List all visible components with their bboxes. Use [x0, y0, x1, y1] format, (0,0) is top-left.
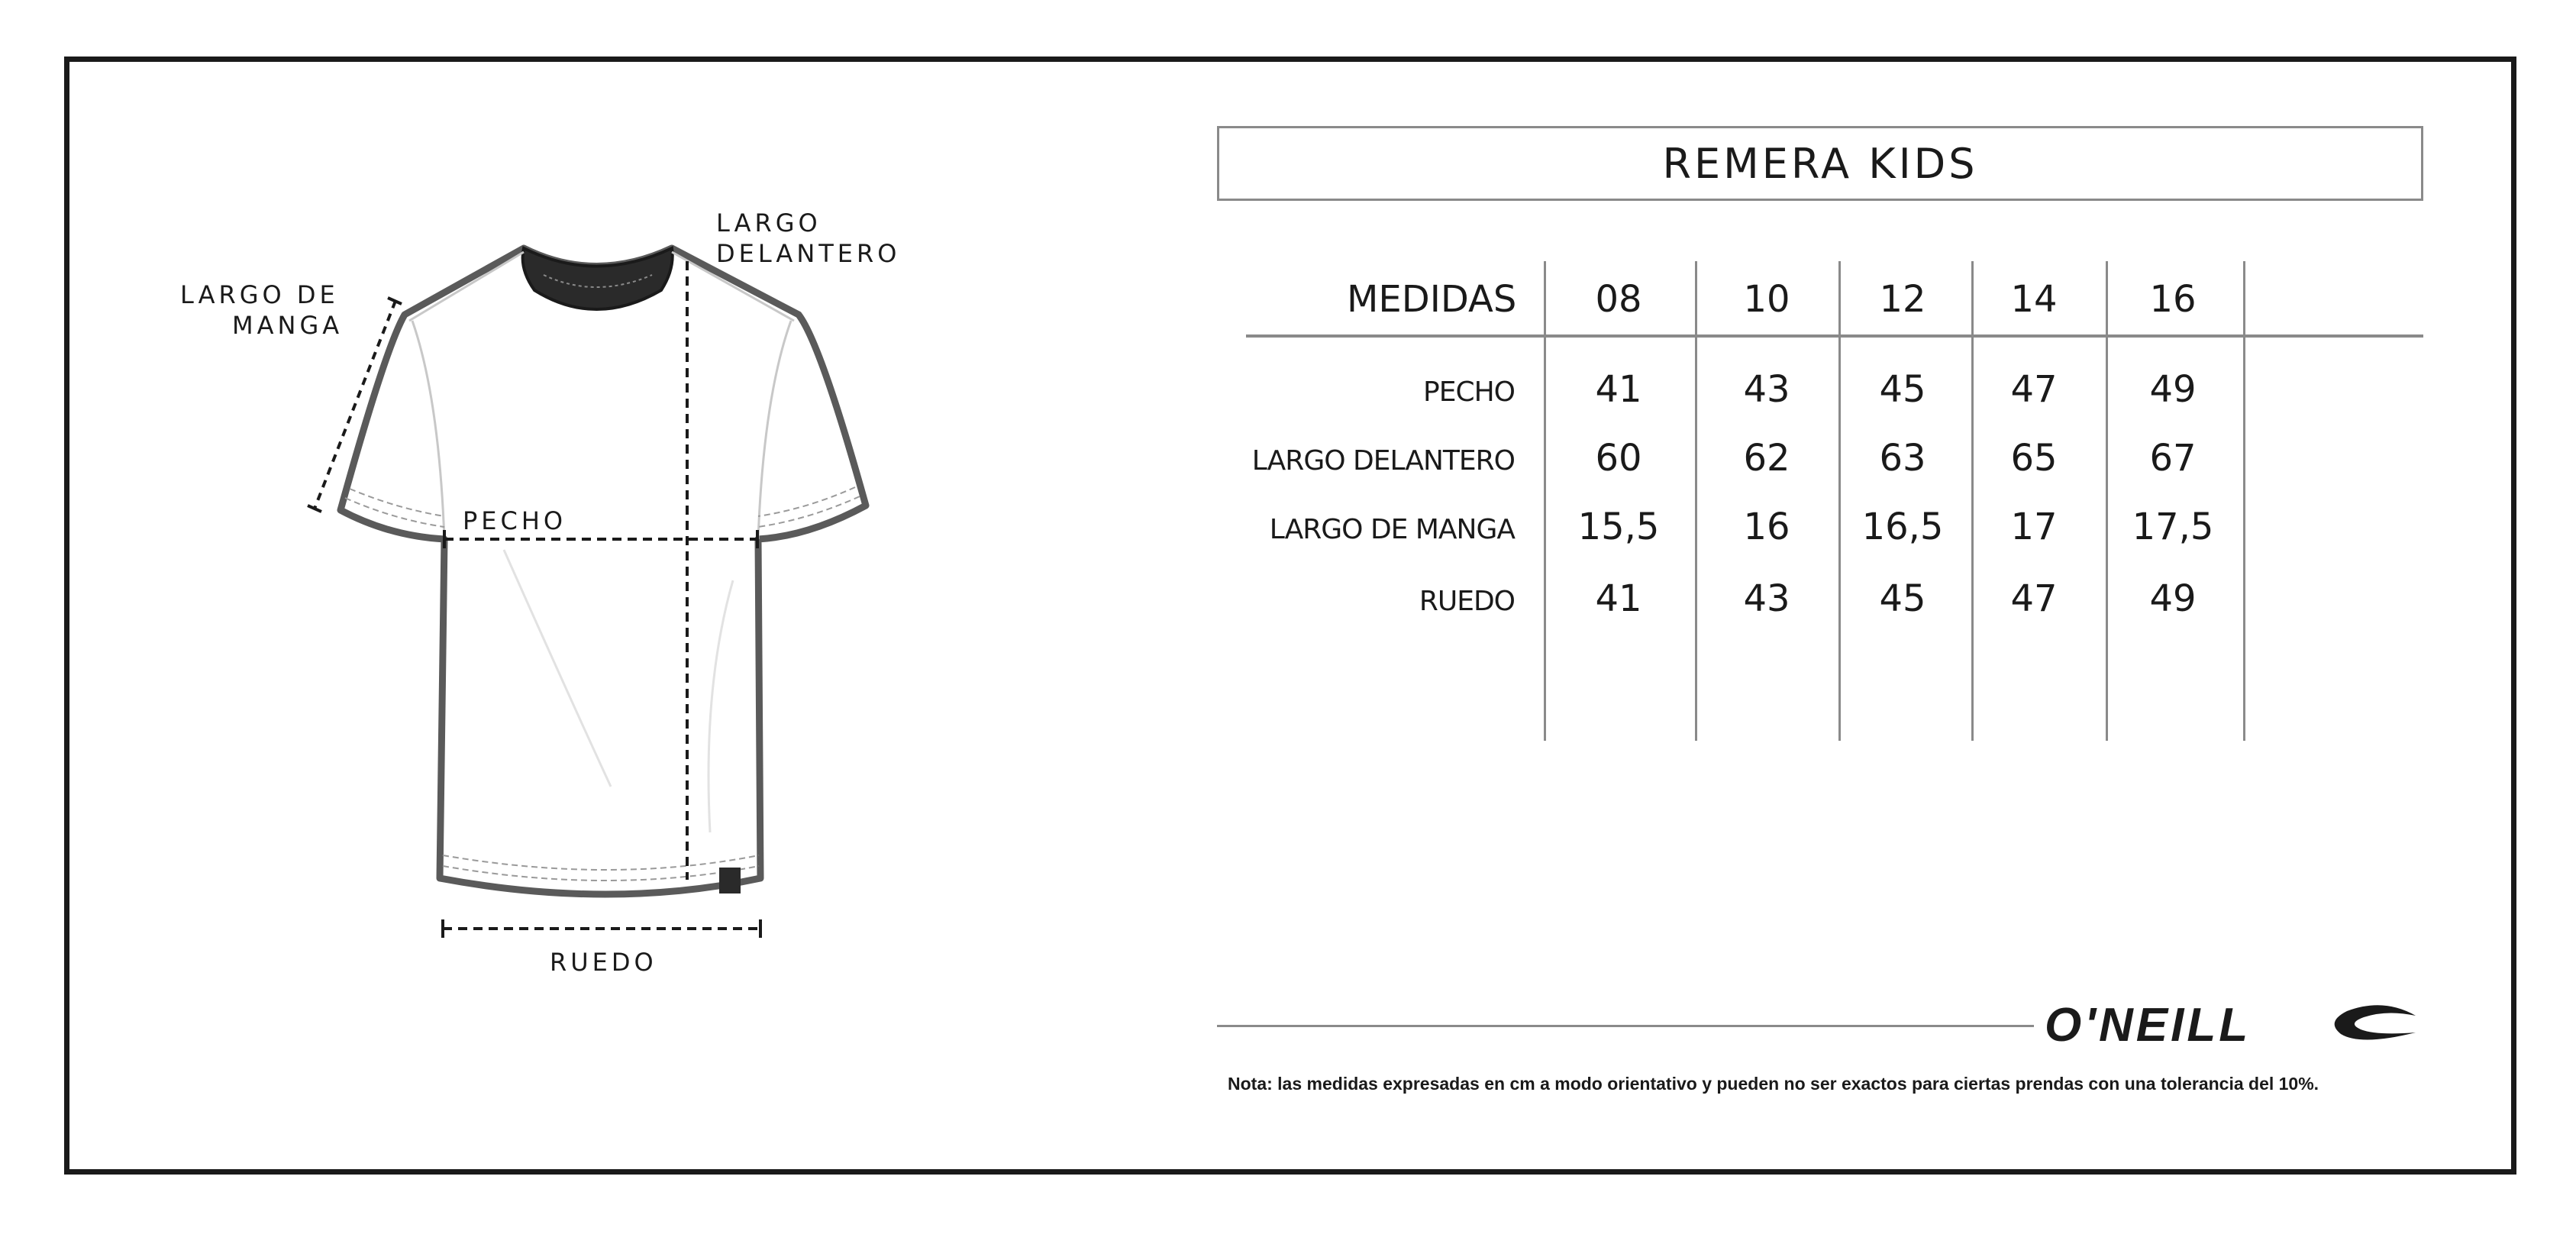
- column-divider: [1971, 261, 1974, 741]
- table-cell: 49: [2149, 577, 2197, 620]
- chest-label: PECHO: [463, 506, 567, 535]
- size-header: 12: [1879, 278, 1926, 321]
- table-cell: 45: [1879, 577, 1926, 620]
- footer-divider: [1217, 1025, 2034, 1027]
- row-label: PECHO: [1423, 376, 1515, 408]
- table-title: REMERA KIDS: [1217, 126, 2423, 201]
- size-header: 14: [2010, 278, 2058, 321]
- table-cell: 16: [1743, 506, 1790, 548]
- row-label: LARGO DELANTERO: [1251, 445, 1515, 477]
- column-divider: [1838, 261, 1841, 741]
- table-cell: 41: [1595, 368, 1642, 411]
- header-label: MEDIDAS: [1347, 278, 1517, 321]
- sleeve-label-line2: MANGA: [232, 311, 344, 340]
- column-divider: [1695, 261, 1697, 741]
- table-cell: 17,5: [2132, 506, 2214, 548]
- size-header: 16: [2149, 278, 2197, 321]
- hem-tag: [719, 868, 741, 893]
- table-cell: 43: [1743, 577, 1790, 620]
- front-length-label-line2: DELANTERO: [716, 239, 901, 268]
- table-cell: 49: [2149, 368, 2197, 411]
- table-cell: 45: [1879, 368, 1926, 411]
- table-cell: 43: [1743, 368, 1790, 411]
- table-cell: 63: [1879, 437, 1926, 480]
- column-divider: [2106, 261, 2108, 741]
- table-cell: 15,5: [1577, 506, 1660, 548]
- sleeve-label-line1: LARGO DE: [180, 280, 339, 309]
- table-cell: 41: [1595, 577, 1642, 620]
- table-cell: 67: [2149, 437, 2197, 480]
- column-divider: [1544, 261, 1546, 741]
- table-cell: 62: [1743, 437, 1790, 480]
- table-cell: 65: [2010, 437, 2058, 480]
- table-cell: 60: [1595, 437, 1642, 480]
- wave-icon: [2330, 1002, 2419, 1045]
- hem-label: RUEDO: [550, 948, 657, 977]
- size-header: 10: [1743, 278, 1790, 321]
- footnote: Nota: las medidas expresadas en cm a modo orientativo y pueden no ser exactos para ciertas prendas con una tolerancia del 10%.: [1228, 1074, 2319, 1094]
- table-cell: 16,5: [1861, 506, 1944, 548]
- table-cell: 47: [2010, 368, 2058, 411]
- size-header: 08: [1595, 278, 1642, 321]
- row-label: LARGO DE MANGA: [1269, 514, 1515, 545]
- brand-logo: O'NEILL: [2045, 999, 2252, 1052]
- column-divider: [2243, 261, 2245, 741]
- row-label: RUEDO: [1419, 586, 1515, 617]
- table-cell: 17: [2010, 506, 2058, 548]
- header-divider: [1246, 334, 2423, 338]
- table-cell: 47: [2010, 577, 2058, 620]
- front-length-label-line1: LARGO: [716, 208, 822, 238]
